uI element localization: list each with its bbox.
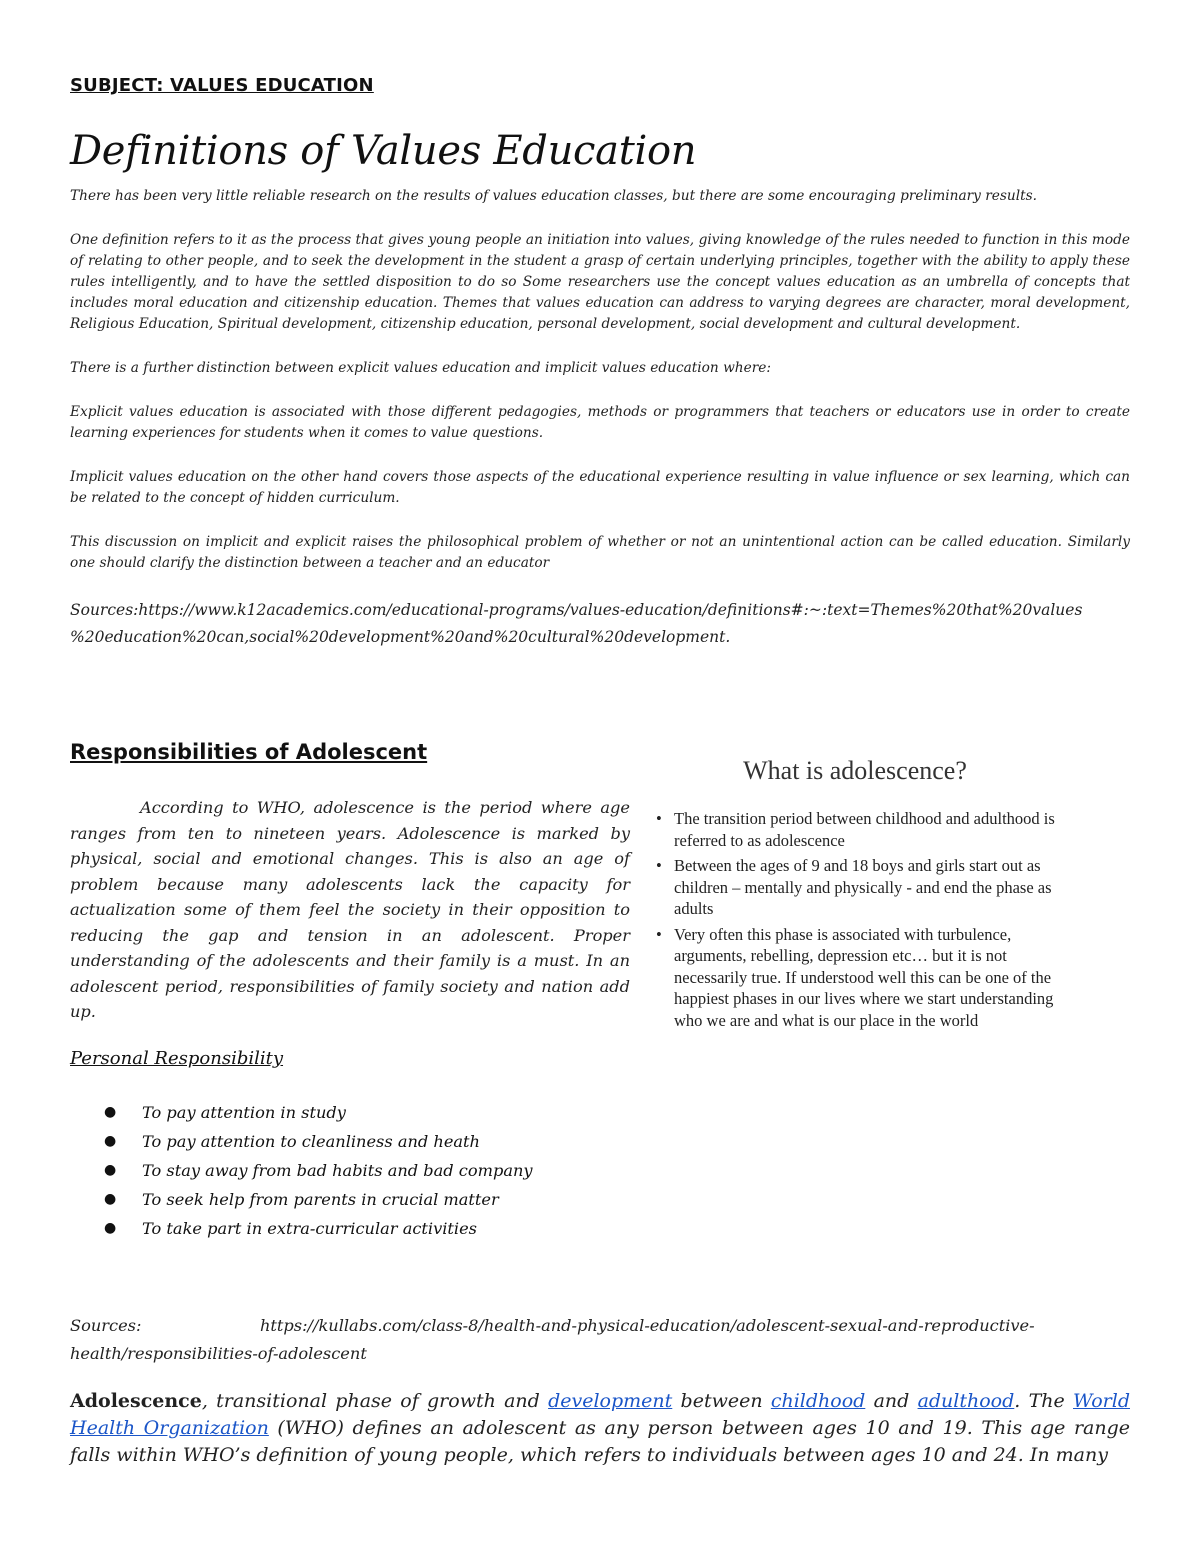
bullet-icon: • — [656, 856, 662, 875]
distinction-paragraph: There is a further distinction between explicit values education and implicit values education where: — [70, 360, 771, 376]
slide-list-item — [654, 808, 1074, 851]
link-adulthood[interactable]: adulthood — [917, 1390, 1015, 1412]
list-item-text: To seek help from parents in crucial matter — [142, 1190, 499, 1209]
list-item-text: To pay attention to cleanliness and heath — [142, 1132, 480, 1151]
list-item — [70, 1127, 533, 1156]
link-world-health-organization[interactable]: World Health Organization — [70, 1390, 1130, 1439]
bullet-icon: • — [656, 924, 662, 944]
slide-item-text: Between the ages of 9 and 18 boys and girls start out as children – mentally and physically - and end the phase as adults — [674, 856, 1052, 918]
page-title: Definitions of Values Education — [70, 128, 697, 174]
link-development[interactable]: development — [548, 1390, 673, 1412]
bullet-icon: ● — [104, 1162, 117, 1178]
bullet-icon: ● — [104, 1133, 117, 1149]
responsibilities-heading: Responsibilities of Adolescent — [70, 740, 428, 764]
adolescence-term: Adolescence — [70, 1390, 202, 1412]
adolescence-slide-image — [650, 752, 1150, 1052]
intro-paragraph: There has been very little reliable research on the results of values education classes, but there are some encouraging preliminary results. — [70, 188, 1037, 204]
text-segment: (WHO) defines an adolescent as any person between ages 10 and 19. This age range falls within WHO’s definition of young people, which refers to individuals between ages 10 and 24. In many — [70, 1417, 1130, 1466]
list-item-text: To pay attention in study — [142, 1103, 346, 1122]
list-item — [70, 1156, 533, 1185]
text-segment: , transitional phase of growth and — [201, 1390, 549, 1412]
slide-item-text: Very often this phase is associated with turbulence, arguments, rebelling, depression etc… but it is not necessarily true. If understood well this can be one of the happiest phases in our lives where we start understanding who we are and what is our place in the world — [674, 924, 1054, 1030]
text-segment: and — [865, 1390, 918, 1412]
slide-item-text: The transition period between childhood and adulthood is referred to as adolescence — [674, 809, 1055, 850]
sources-url: https://kullabs.com/class-8/health-and-physical-education/adolescent-sexual-and-reproductive-health/responsibilities-of-adolescent — [70, 1316, 1035, 1363]
sources-label: Sources: — [70, 1316, 142, 1335]
adolescence-definition — [70, 1388, 1130, 1469]
definition-paragraph: One definition refers to it as the process that gives young people an initiation into values, giving knowledge of the rules needed to function in this mode of relating to other people, and to seek the development in the student a grasp of certain underlying principles, together with the ability to apply these rules intelligently, and to have the settled disposition to do so Some researchers use the concept values education as an umbrella of concepts that includes moral education and citizenship education. Themes that values education can address to varying degrees are character, moral development, Religious Education, Spiritual development, citizenship education, personal development, social development and cultural development. — [70, 232, 1130, 332]
list-item — [70, 1214, 533, 1243]
personal-responsibility-list — [70, 1098, 533, 1243]
slide-title: What is adolescence? — [743, 756, 967, 785]
slide-list-item — [654, 855, 1074, 920]
sources-block — [70, 1312, 1130, 1368]
link-childhood[interactable]: childhood — [770, 1390, 866, 1412]
personal-responsibility-heading: Personal Responsibility — [70, 1048, 284, 1069]
bullet-icon: ● — [104, 1220, 117, 1236]
bullet-icon: ● — [104, 1104, 117, 1120]
list-item-text: To stay away from bad habits and bad company — [142, 1161, 533, 1180]
implicit-paragraph: Implicit values education on the other hand covers those aspects of the educational experience resulting in value influence or sex learning, which can be related to the concept of hidden curriculum. — [70, 469, 1130, 506]
text-segment: between — [672, 1390, 771, 1412]
values-education-section — [70, 186, 1130, 674]
list-item — [70, 1098, 533, 1127]
slide-bullet-list — [654, 808, 1074, 1035]
text-segment: . The — [1014, 1390, 1073, 1412]
slide-list-item — [654, 924, 1074, 1032]
list-item — [70, 1185, 533, 1214]
bullet-icon: • — [656, 809, 662, 828]
subject-heading: SUBJECT: VALUES EDUCATION — [70, 75, 374, 96]
list-item-text: To take part in extra-curricular activities — [142, 1219, 477, 1238]
bullet-icon: ● — [104, 1191, 117, 1207]
discussion-paragraph: This discussion on implicit and explicit raises the philosophical problem of whether or not an unintentional action can be called education. Similarly one should clarify the distinction between a teacher and an educator — [70, 534, 1130, 571]
explicit-paragraph: Explicit values education is associated with those different pedagogies, methods or programmers that teachers or educators use in order to create learning experiences for students when it comes to value questions. — [70, 404, 1130, 441]
sources-paragraph: Sources:https://www.k12academics.com/educational-programs/values-education/definitions#:~:text=Themes%20that%20values %20education%20can,social%20development%20and%20cultural%20development. — [70, 601, 1083, 646]
responsibilities-paragraph: According to WHO, adolescence is the period where age ranges from ten to nineteen years. Adolescence is marked by physical, social and emotional changes. This is also an age of problem because many adolescents lack the capacity for actualization some of them feel the society in their opposition to reducing the gap and tension in an adolescent. Proper understanding of the adolescents and their family is a must. In an adolescent period, responsibilities of family society and nation add up. — [70, 798, 630, 1021]
